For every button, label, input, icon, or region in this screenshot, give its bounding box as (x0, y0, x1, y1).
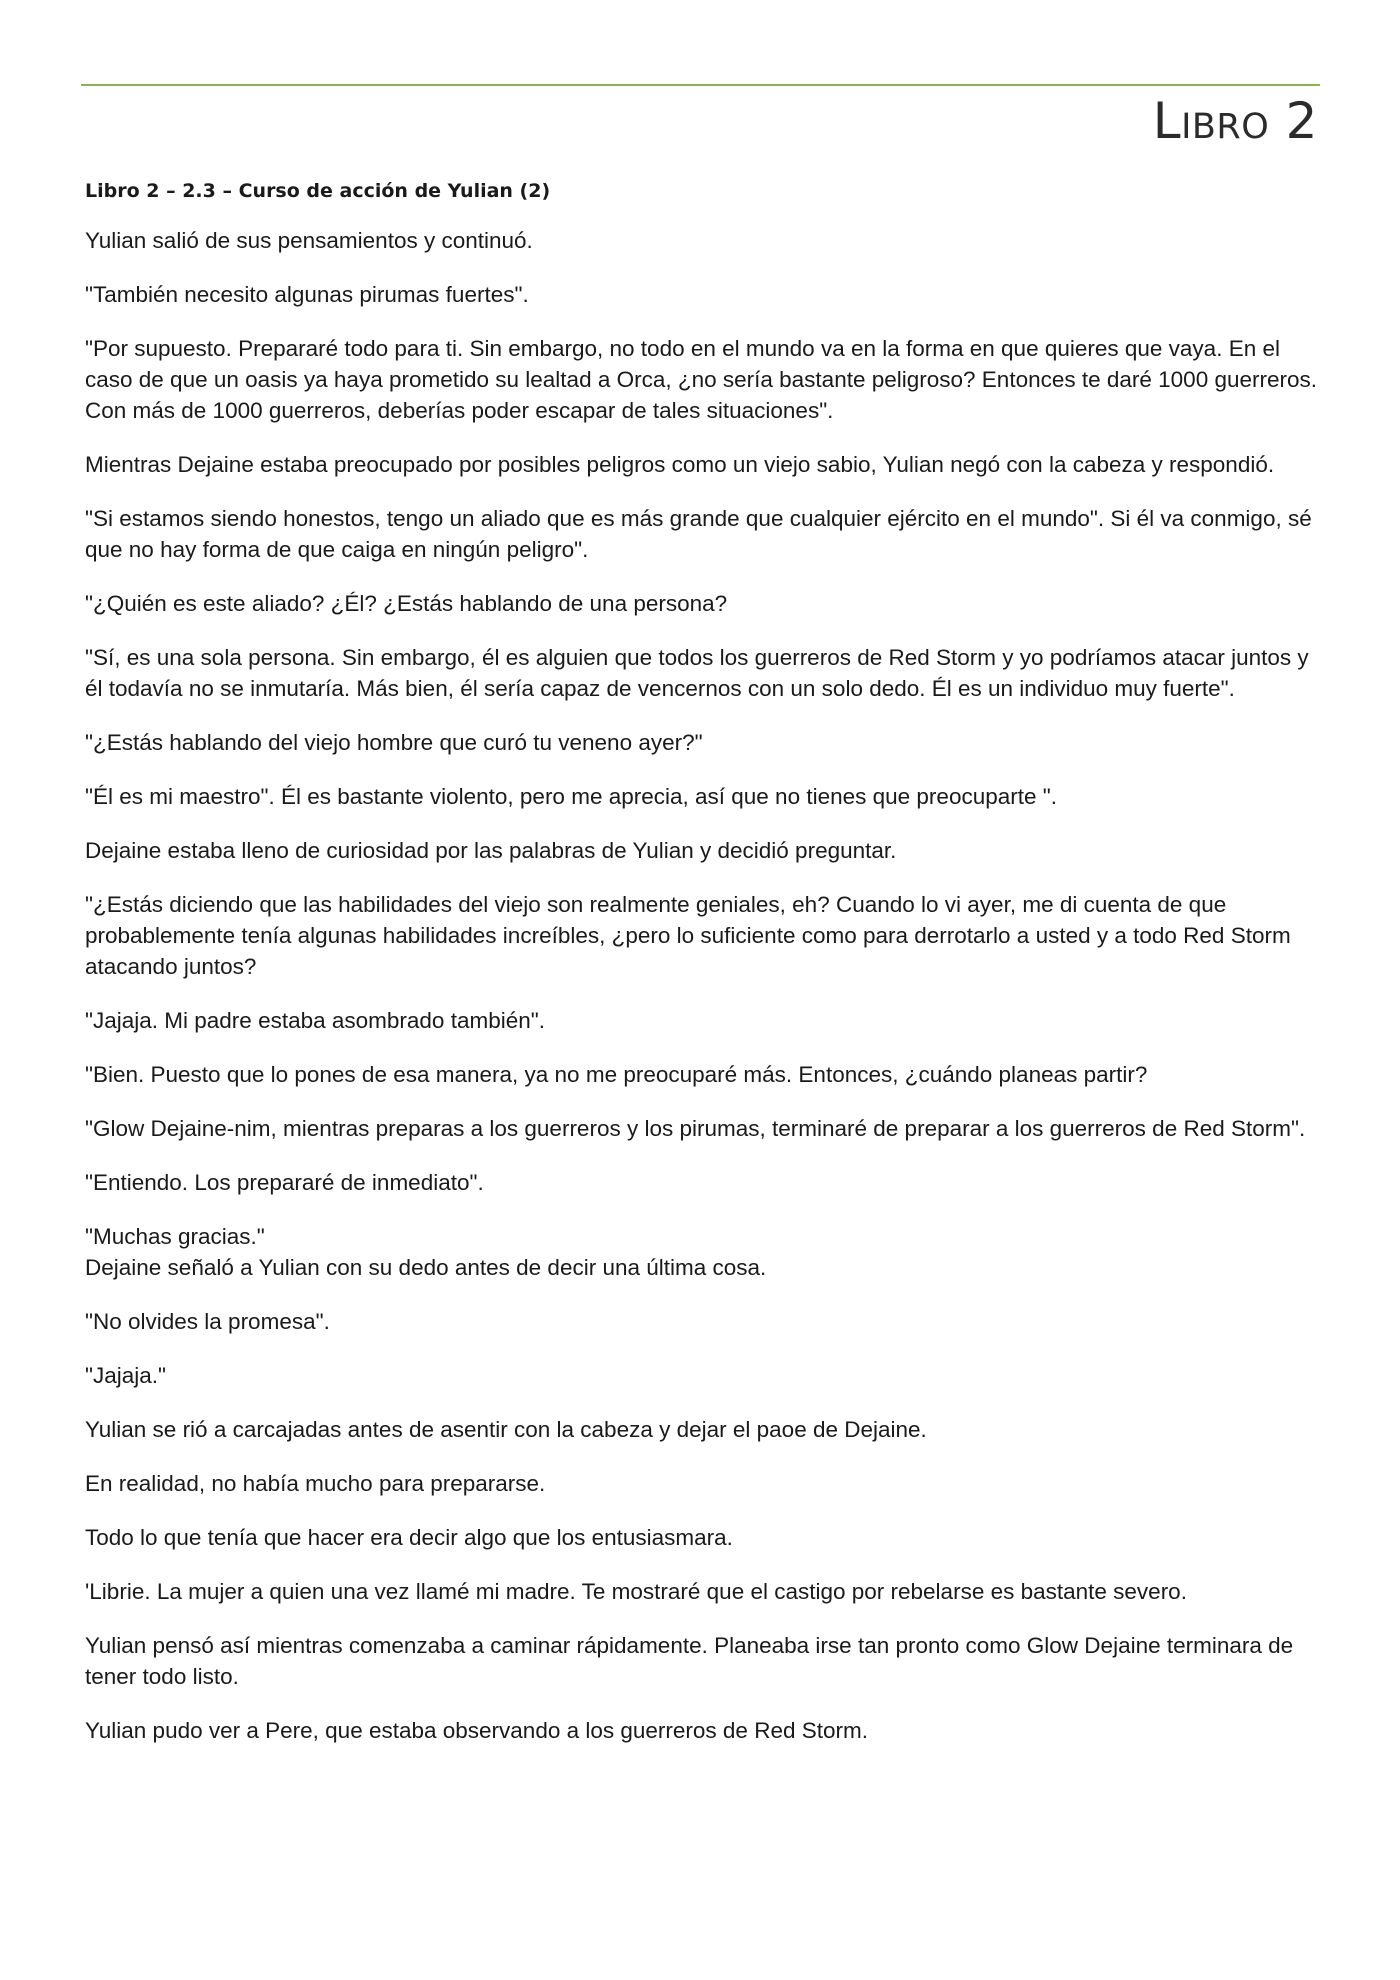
paragraph: "Él es mi maestro". Él es bastante violento, pero me aprecia, así que no tienes que preocuparte ". (85, 784, 1057, 809)
paragraph: "Glow Dejaine-nim, mientras preparas a los guerreros y los pirumas, terminaré de preparar a los guerreros de Red Storm". (85, 1116, 1306, 1141)
paragraph: "No olvides la promesa". (85, 1309, 330, 1334)
paragraph: "Sí, es una sola persona. Sin embargo, él es alguien que todos los guerreros de Red Storm y yo podríamos atacar juntos y él todavía no se inmutaría. Más bien, él sería capaz de vencernos con un solo dedo. Él es un individuo muy fuerte". (85, 645, 1309, 701)
paragraph: "¿Estás hablando del viejo hombre que curó tu veneno ayer?" (85, 730, 703, 755)
paragraph: "¿Quién es este aliado? ¿Él? ¿Estás hablando de una persona? (85, 591, 728, 616)
paragraph: Yulian se rió a carcajadas antes de asentir con la cabeza y dejar el paoe de Dejaine. (85, 1417, 927, 1442)
book-header: Libro 2 (1152, 92, 1318, 150)
paragraph: "Si estamos siendo honestos, tengo un aliado que es más grande que cualquier ejército en el mundo". Si él va conmigo, sé que no hay forma de que caiga en ningún peligro". (85, 506, 1312, 562)
paragraph: En realidad, no había mucho para prepararse. (85, 1471, 546, 1496)
paragraph: "Jajaja." (85, 1363, 167, 1388)
paragraph: Yulian salió de sus pensamientos y continuó. (85, 228, 533, 253)
header-rule (81, 84, 1320, 86)
paragraph: Dejaine estaba lleno de curiosidad por las palabras de Yulian y decidió preguntar. (85, 838, 897, 863)
paragraph: "Muchas gracias." Dejaine señaló a Yulian con su dedo antes de decir una última cosa. (85, 1224, 767, 1280)
paragraph: "También necesito algunas pirumas fuertes". (85, 282, 529, 307)
paragraph: 'Librie. La mujer a quien una vez llamé mi madre. Te mostraré que el castigo por rebelarse es bastante severo. (85, 1579, 1187, 1604)
paragraph: Mientras Dejaine estaba preocupado por posibles peligros como un viejo sabio, Yulian negó con la cabeza y respondió. (85, 452, 1275, 477)
paragraph: "Bien. Puesto que lo pones de esa manera, ya no me preocuparé más. Entonces, ¿cuándo planeas partir? (85, 1062, 1148, 1087)
paragraph: Todo lo que tenía que hacer era decir algo que los entusiasmara. (85, 1525, 733, 1550)
paragraph: "Entiendo. Los prepararé de inmediato". (85, 1170, 484, 1195)
paragraph: "Jajaja. Mi padre estaba asombrado también". (85, 1008, 545, 1033)
chapter-title: Libro 2 – 2.3 – Curso de acción de Yulian (2) (85, 180, 551, 202)
paragraph: Yulian pensó así mientras comenzaba a caminar rápidamente. Planeaba irse tan pronto como Glow Dejaine terminara de tener todo listo. (85, 1633, 1294, 1689)
paragraph: "Por supuesto. Prepararé todo para ti. Sin embargo, no todo en el mundo va en la forma en que quieres que vaya. En el caso de que un oasis ya haya prometido su lealtad a Orca, ¿no sería bastante peligroso? Entonces te daré 1000 guerreros. Con más de 1000 guerreros, deberías poder escapar de tales situaciones". (85, 336, 1318, 423)
paragraph: "¿Estás diciendo que las habilidades del viejo son realmente geniales, eh? Cuando lo vi ayer, me di cuenta de que probablemente tenía algunas habilidades increíbles, ¿pero lo suficiente como para derrotarlo a usted y a todo Red Storm atacando juntos? (85, 892, 1291, 979)
page-content (85, 180, 1320, 1769)
paragraph: Yulian pudo ver a Pere, que estaba observando a los guerreros de Red Storm. (85, 1718, 868, 1743)
